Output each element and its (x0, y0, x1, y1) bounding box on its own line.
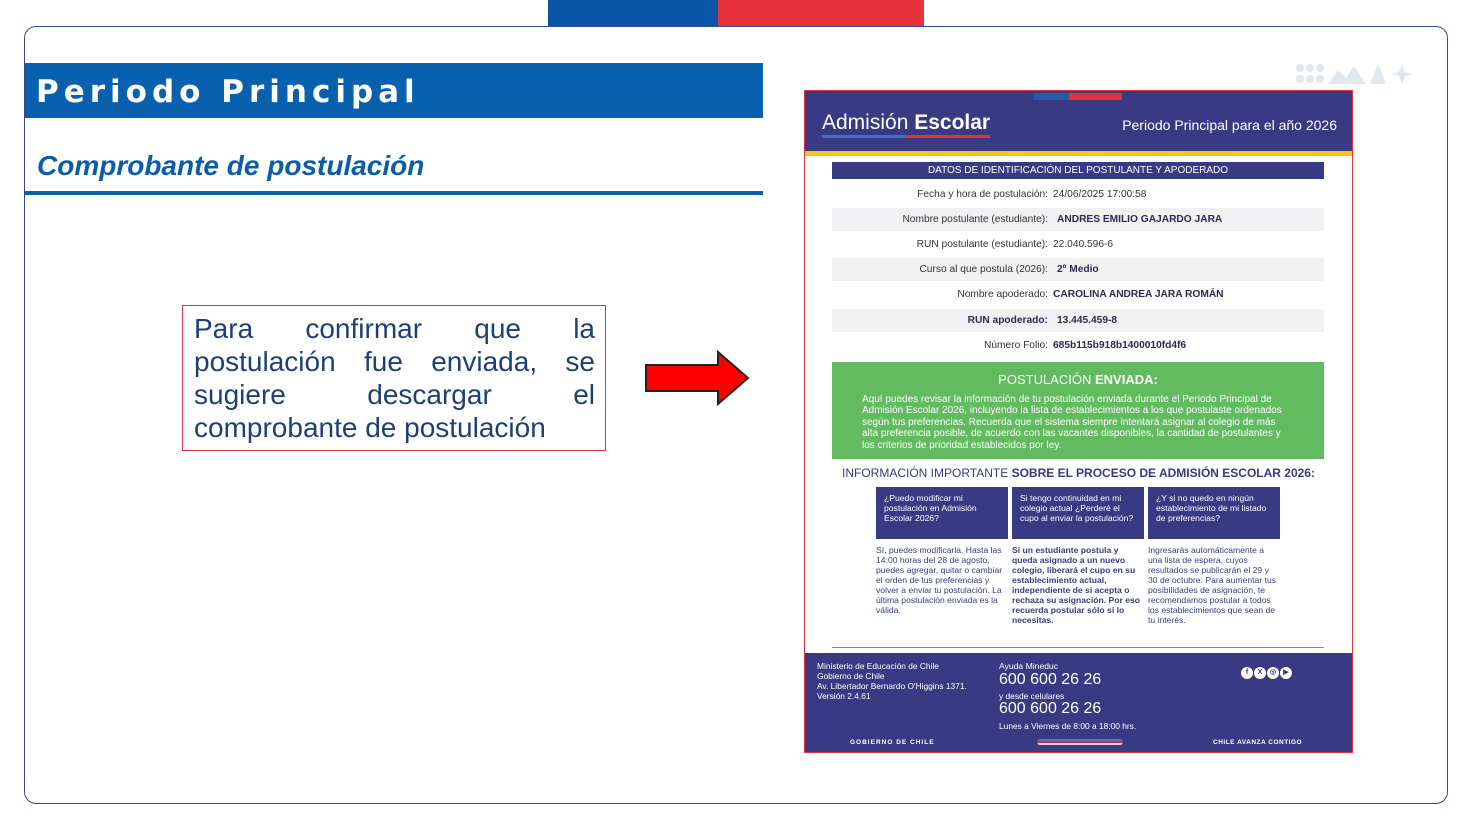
facebook-icon: f (1241, 667, 1253, 679)
faq-answer: Si un estudiante postula y queda asignado a un nuevo colegio, liberará el cupo en su establecimiento actual, independiente de si acepta o rechaza su asignación. Por eso recuerda postular sólo si lo necesitas. (1012, 545, 1140, 625)
slide-subtitle: Comprobante de postulación (37, 150, 425, 181)
receipt-row (832, 334, 1324, 357)
help-title: Ayuda Mineduc (999, 661, 1059, 671)
faq-answer: Sí, puedes modificarla. Hasta las 14:00 horas del 28 de agosto, puedes agregar, quitar o cambiar el orden de tus preferencias y volver a enviar tu postulación. La última postulación enviada es la válida. (876, 545, 1003, 615)
receipt-row (832, 183, 1324, 206)
sent-title-bold: ENVIADA: (1094, 372, 1158, 387)
receipt-yellow-band (805, 151, 1352, 156)
instruction-text: Para confirmar que la postulación fue enviada, se sugiere descargar el comprobante de postulación (194, 313, 595, 443)
mobile-phone: 600 600 26 26 (999, 700, 1102, 717)
receipt-flag-blue (1034, 93, 1069, 100)
receipt-row (832, 233, 1324, 256)
receipt-row (832, 258, 1324, 281)
receipt-section-title: DATOS DE IDENTIFICACIÓN DEL POSTULANTE Y APODERADO (832, 162, 1324, 179)
instruction-note (182, 305, 606, 451)
row-value: 24/06/2025 17:00:58 (1053, 189, 1147, 200)
receipt-divider (832, 647, 1324, 648)
sent-title-light: POSTULACIÓN (998, 372, 1092, 387)
receipt-footer (805, 653, 1352, 753)
social-icons (1241, 661, 1293, 679)
youtube-icon: ▶ (1280, 667, 1292, 679)
row-value: ANDRES EMILIO GAJARDO JARA (1057, 214, 1223, 225)
application-sent-box (832, 362, 1324, 459)
receipt-row (832, 309, 1324, 332)
row-value: 22.040.596-6 (1053, 239, 1114, 250)
row-label: Número Folio: (984, 340, 1048, 351)
help-hours: Lunes a Viernes de 8:00 a 18:00 hrs. (999, 721, 1137, 731)
slide-title: Periodo Principal (25, 63, 763, 118)
row-value: 13.445.459-8 (1057, 315, 1118, 326)
row-label: Curso al que postula (2026): (919, 264, 1048, 275)
help-phone-subtitle: y desde celulares (999, 691, 1065, 701)
decorative-logo-icon (1294, 60, 1414, 88)
important-info-heading (805, 466, 1352, 480)
faq-question: ¿Puedo modificar mi postulación en Admisión Escolar 2026? (876, 487, 1008, 539)
receipt-row (832, 283, 1324, 306)
receipt-period: Periodo Principal para el año 2026 (1122, 117, 1337, 133)
help-phone: 600 600 26 26 (999, 671, 1102, 688)
receipt-flag-red (1069, 93, 1122, 100)
brand-bold: Escolar (914, 111, 991, 134)
row-value: 2º Medio (1057, 264, 1099, 275)
top-flag-blue (548, 0, 718, 26)
row-label: Nombre apoderado: (957, 289, 1048, 300)
receipt-row (832, 208, 1324, 231)
x-icon: X (1254, 667, 1266, 679)
subtitle-divider (25, 191, 763, 195)
row-label: RUN apoderado: (967, 315, 1048, 326)
application-sent-body: Aquí puedes revisar la información de tu postulación enviada durante el Periodo Principal de Admisión Escolar 2026, incluyendo la lista de establecimientos a los que postulaste ordenados según tus preferencias. Recuerda que el sistema siempre intentará asignar al colegio de más alta preferencia posible, de acuerdo con las vacantes disponibles, la cantidad de postulantes y los criterios de prioridad establecidos por ley. (862, 394, 1282, 451)
brand-light: Admisión (822, 111, 909, 134)
receipt-preview (804, 90, 1353, 753)
footer-stripe (1037, 739, 1123, 745)
admision-escolar-logo (822, 111, 990, 135)
faq-question: Si tengo continuidad en mi colegio actual ¿Perderé el cupo al enviar la postulación? (1012, 487, 1144, 539)
row-value: CAROLINA ANDREA JARA ROMÁN (1053, 289, 1224, 300)
row-label: RUN postulante (estudiante): (916, 239, 1048, 250)
top-flag-red (718, 0, 924, 26)
instagram-icon: ◎ (1267, 667, 1279, 679)
row-label: Fecha y hora de postulación: (917, 189, 1048, 200)
ministry-info: Ministerio de Educación de Chile Gobierno de Chile Av. Libertador Bernardo O'Higgins 1371. Versión 2.4.61 (817, 661, 967, 701)
gobierno-logo: GOBIERNO DE CHILE (850, 739, 935, 746)
info-heading-bold: SOBRE EL PROCESO DE ADMISIÓN ESCOLAR 2026: (1011, 466, 1315, 480)
right-arrow-icon (644, 350, 750, 406)
info-heading-light: INFORMACIÓN IMPORTANTE (842, 466, 1009, 480)
faq-answer: Ingresarás automáticamente a una lista de espera, cuyos resultados se publicarán el 29 y 30 de octubre. Para aumentar tus posibilidades de asignación, te recomendamos postular a todos los establecimientos que sean de tu interés. (1148, 545, 1277, 625)
row-value: 685b115b918b1400010fd4f6 (1053, 340, 1187, 351)
chile-avanza-logo: CHILE AVANZA CONTIGO (1213, 739, 1303, 746)
faq-question: ¿Y si no quedo en ningún establecimiento de mi listado de preferencias? (1148, 487, 1280, 539)
application-sent-title (832, 372, 1324, 387)
row-label: Nombre postulante (estudiante): (902, 214, 1048, 225)
brand-underline (822, 135, 990, 138)
